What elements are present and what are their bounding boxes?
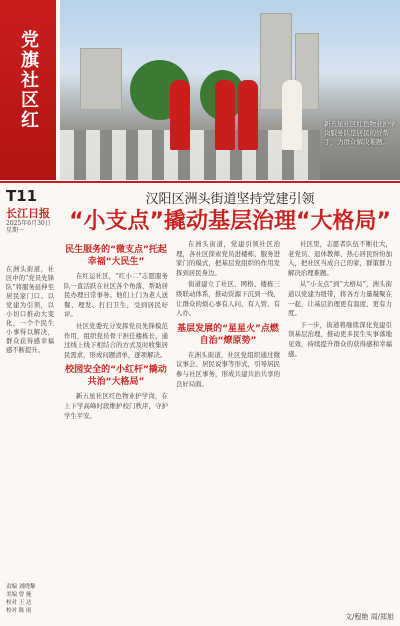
section-title: 党旗社区红 xyxy=(18,30,39,130)
credit-proof-2: 校对 陈 雨 xyxy=(6,608,32,614)
building-shape xyxy=(80,48,122,110)
article-column-1 xyxy=(64,240,168,423)
article-column-3 xyxy=(288,240,392,361)
paragraph: 下一步，街道将继续深化党建引领基层治理，推动更多民生实事落地见效，持续提升群众的获得感和幸福感。 xyxy=(288,320,392,358)
subheading: 基层发展的“星星火”点燃自治“燎原势” xyxy=(177,323,279,346)
subheading: 校园安全的“小红杆”撬动共治“大格局” xyxy=(65,365,167,388)
volunteer-figure xyxy=(215,80,235,150)
paragraph: 在洲头街道，党建引领社区治理，各社区探索党员进楼栋、服务进家门的模式，把基层党组织的作用发挥到居民身边。 xyxy=(176,240,280,277)
crosswalk-shape xyxy=(60,130,320,180)
article-column-2 xyxy=(176,240,280,391)
paragraph: 街道建立了社区、网格、楼栋三级联动体系，推动资源下沉到一线，让群众的烦心事有人问、有人管、有人办。 xyxy=(176,280,280,318)
paragraph: 社区党委充分发挥党员先锋模范作用，组织党员骨干担任楼栋长，通过线上线下相结合的方式及时收集居民需求，形成问题清单，逐项解决。 xyxy=(64,321,168,359)
paragraph: 在洲头街道，社区党组织通过微议事会、居民说事等形式，引导居民参与社区事务，形成共建共治共享的良好局面。 xyxy=(176,350,280,388)
credit-proof-1: 校对 王 达 xyxy=(6,600,32,606)
credit-editor: 责编 刘晓黎 xyxy=(6,584,36,590)
article-byline: 文/程艳 周/郑旭 xyxy=(345,613,394,621)
page-number: T11 xyxy=(6,187,38,205)
intro-text: 在洲头街道，社区中的“党员先锋队”将服务延伸至居民家门口。以党建为引领，以小切口推动大变化，一个个民生小事得以解决，群众获得感幸福感不断提升。 xyxy=(6,266,54,354)
paragraph: 从“小支点”到“大格局”，洲头街道以党建为纽带，将各方力量凝聚在一起，让基层治理更有温度、更有力度。 xyxy=(288,280,392,318)
volunteer-figure xyxy=(238,80,258,150)
issue-date: 2025年6月30日 xyxy=(6,220,51,227)
credits-block xyxy=(6,583,60,615)
section-sidebar xyxy=(0,0,60,626)
section-title-banner xyxy=(0,0,56,180)
lead-photo xyxy=(60,0,400,180)
header-rule xyxy=(0,181,400,183)
paragraph: 社区里，志愿者队伍不断壮大，老党员、退休教师、热心居民纷纷加入，把社区当成自己的家，群策群力解决治理难题。 xyxy=(288,240,392,277)
credit-designer: 美编 曾 施 xyxy=(6,592,32,598)
subheading: 民生服务的“微支点”托起幸福“大民生” xyxy=(65,245,167,267)
article-headline: “小支点”撬动基层治理“大格局” xyxy=(69,209,391,234)
resident-figure xyxy=(282,80,302,150)
paragraph: 在红运社区，“红小二”志愿服务队一直活跃在社区各个角落，帮助居民办理日常事务。他们上门为老人送餐、理发、打扫卫生，受到居民好评。 xyxy=(64,272,168,319)
article-kicker: 汉阳区洲头街道坚持党建引领 xyxy=(145,192,315,207)
volunteer-figure xyxy=(170,80,190,150)
masthead-name: 长江日报 xyxy=(6,207,50,220)
issue-weekday: 星期一 xyxy=(6,227,25,234)
paragraph: 新五星社区红色物业护学岗，在上下学高峰时段维护校门秩序，守护学生平安。 xyxy=(64,392,168,420)
photo-caption: 新五星社区红色物业护学岗服务队是居民的好帮手，为群众解决难题。 xyxy=(324,120,396,146)
